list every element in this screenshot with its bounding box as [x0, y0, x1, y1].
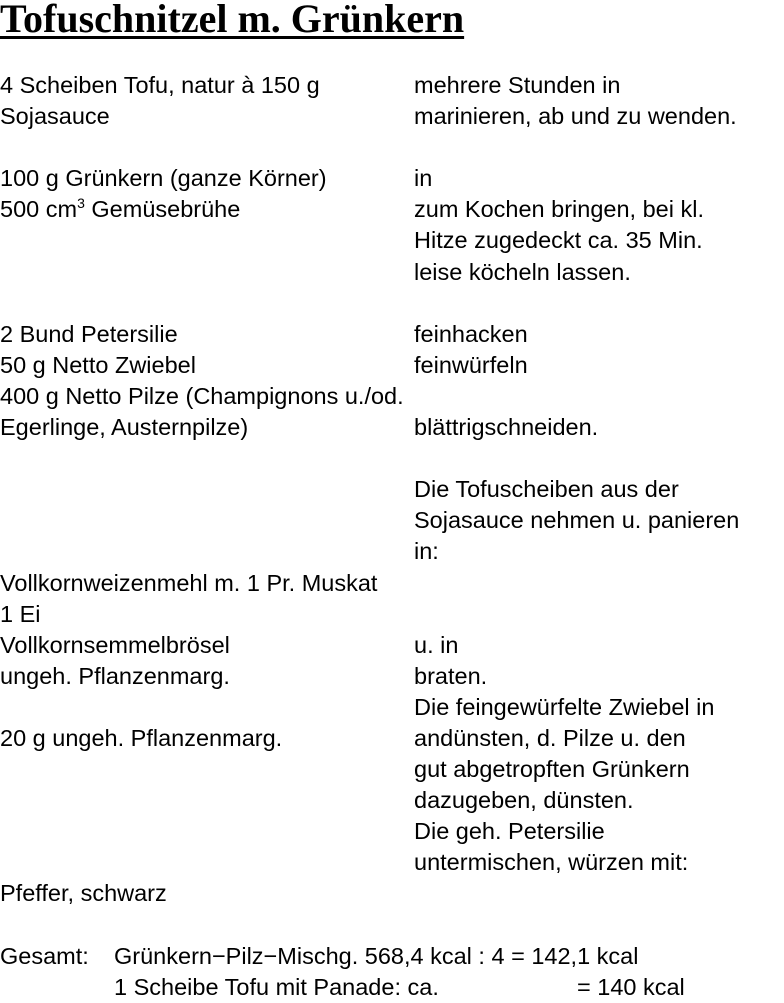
- instruction: in: [414, 165, 433, 192]
- instruction: gut abgetropften Grünkern: [414, 756, 690, 783]
- instruction: u. in: [414, 631, 459, 658]
- ingredient: Vollkornsemmelbrösel: [0, 631, 230, 658]
- instruction: Sojasauce nehmen u. panieren: [414, 507, 740, 534]
- blank-line: [0, 132, 784, 163]
- recipe-line: [0, 194, 784, 225]
- superscript: 3: [77, 195, 85, 212]
- recipe-line: [0, 319, 784, 350]
- recipe-line: [0, 568, 784, 599]
- instruction: braten.: [414, 662, 488, 689]
- ingredient: Pfeffer, schwarz: [0, 880, 167, 907]
- ingredient: Vollkornweizenmehl m. 1 Pr. Muskat: [0, 569, 378, 596]
- instruction: feinwürfeln: [414, 351, 528, 378]
- ingredient: 50 g Netto Zwiebel: [0, 351, 196, 378]
- totals-tofu-result: = 140 kcal: [577, 973, 685, 1000]
- instruction: blättrigschneiden.: [414, 414, 599, 441]
- instruction: Die feingewürfelte Zwiebel in: [414, 693, 715, 720]
- recipe-body: [0, 70, 784, 1003]
- ingredient: 4 Scheiben Tofu, natur à 150 g: [0, 72, 320, 98]
- recipe-line: [0, 381, 784, 412]
- ingredient: 100 g Grünkern (ganze Körner): [0, 165, 327, 192]
- ingredient: ungeh. Pflanzenmarg.: [0, 662, 230, 689]
- ingredient: 400 g Netto Pilze (Champignons u./od.: [0, 382, 404, 409]
- totals-calculation: Grünkern−Pilz−Mischg. 568,4 kcal : 4 = 142,1 kcal: [114, 942, 639, 969]
- recipe-line: [0, 785, 784, 816]
- instruction: in:: [414, 538, 439, 565]
- totals-line: [0, 941, 784, 972]
- ingredient: Sojasauce: [0, 103, 110, 130]
- recipe-line: [0, 723, 784, 754]
- recipe-line: [0, 599, 784, 630]
- recipe-line: [0, 412, 784, 443]
- instruction: andünsten, d. Pilze u. den: [414, 724, 686, 751]
- recipe-line: [0, 630, 784, 661]
- recipe-line: [0, 474, 784, 505]
- ingredient: 1 Ei: [0, 600, 41, 627]
- instruction: untermischen, würzen mit:: [414, 849, 689, 876]
- recipe-line: [0, 692, 784, 723]
- recipe-line: [0, 536, 784, 567]
- recipe-title: Tofuschnitzel m. Grünkern: [0, 0, 465, 41]
- blank-line: [0, 443, 784, 474]
- instruction: dazugeben, dünsten.: [414, 787, 634, 814]
- recipe-line: [0, 754, 784, 785]
- instruction: zum Kochen bringen, bei kl.: [414, 196, 704, 223]
- totals-line: [0, 972, 784, 1003]
- recipe-line: [0, 257, 784, 288]
- blank-line: [0, 288, 784, 319]
- ingredient-amount: 500 cm: [0, 196, 78, 223]
- recipe-line: [0, 878, 784, 909]
- instruction: feinhacken: [414, 320, 528, 347]
- instruction: marinieren, ab und zu wenden.: [414, 103, 737, 130]
- instruction: mehrere Stunden in: [414, 72, 621, 98]
- recipe-line: [0, 225, 784, 256]
- blank-line: [0, 910, 784, 941]
- ingredient-name: Gemüsebrühe: [84, 196, 241, 223]
- totals-label: Gesamt:: [0, 942, 89, 969]
- totals-tofu-note: 1 Scheibe Tofu mit Panade: ca.: [114, 973, 439, 1000]
- ingredient: 20 g ungeh. Pflanzenmarg.: [0, 724, 283, 751]
- recipe-line: [0, 70, 784, 101]
- recipe-line: [0, 163, 784, 194]
- recipe-line: [0, 847, 784, 878]
- instruction: Die geh. Petersilie: [414, 818, 605, 845]
- recipe-line: [0, 505, 784, 536]
- ingredient-vegetable-broth: [0, 194, 240, 225]
- instruction: Die Tofuscheiben aus der: [414, 476, 679, 503]
- ingredient: Egerlinge, Austernpilze): [0, 414, 249, 441]
- recipe-line: [0, 816, 784, 847]
- recipe-line: [0, 101, 784, 132]
- instruction: leise köcheln lassen.: [414, 258, 631, 285]
- instruction: Hitze zugedeckt ca. 35 Min.: [414, 227, 703, 254]
- recipe-line: [0, 661, 784, 692]
- ingredient: 2 Bund Petersilie: [0, 320, 178, 347]
- recipe-line: [0, 350, 784, 381]
